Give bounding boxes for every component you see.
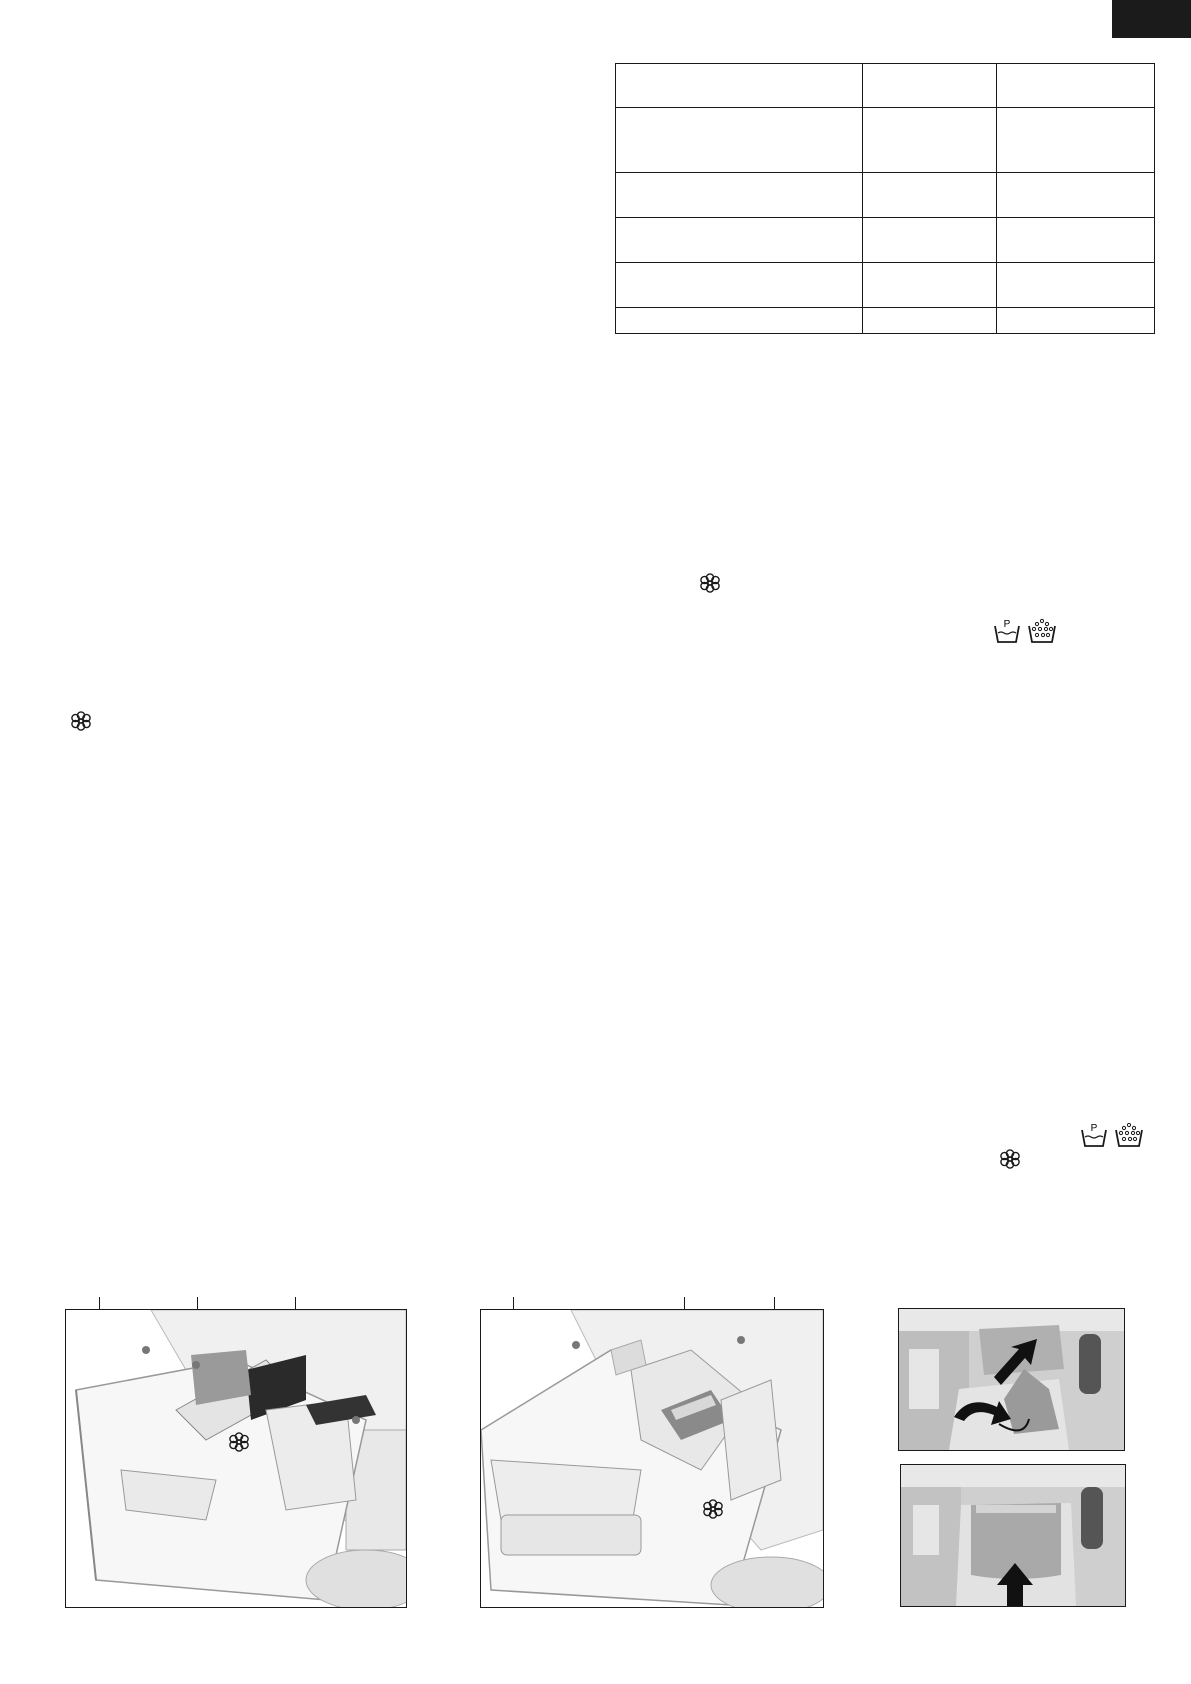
table-cell	[616, 108, 863, 173]
softener-flower-icon	[999, 1148, 1021, 1170]
table-cell	[863, 64, 997, 108]
drawer-illustration	[481, 1310, 823, 1607]
flap-photo-illustration	[899, 1309, 1124, 1450]
table-cell	[863, 263, 997, 308]
dosage-table	[615, 63, 1155, 334]
table-cell	[616, 173, 863, 218]
table-cell	[863, 108, 997, 173]
softener-flower-icon	[228, 1431, 250, 1453]
prewash-letter: P	[1003, 619, 1011, 630]
table-cell	[997, 64, 1155, 108]
table-cell	[997, 108, 1155, 173]
liquid-detergent-drawer-figure	[480, 1309, 824, 1608]
prewash-basin-icon	[993, 618, 1021, 644]
table-cell	[616, 218, 863, 263]
table-row	[616, 308, 1155, 334]
prewash-letter: P	[1090, 1123, 1098, 1134]
table-cell	[616, 64, 863, 108]
table-cell	[997, 173, 1155, 218]
table-row	[616, 108, 1155, 173]
detergent-drawer-figure	[65, 1309, 407, 1608]
powder-basin-icon	[1027, 618, 1057, 644]
powder-basin-icon	[1114, 1122, 1144, 1148]
flap-photo-illustration	[901, 1465, 1125, 1606]
table-row	[616, 218, 1155, 263]
table-row	[616, 173, 1155, 218]
flap-down-photo	[900, 1464, 1126, 1607]
softener-flower-icon	[70, 710, 92, 732]
table-cell	[997, 263, 1155, 308]
table-cell	[616, 263, 863, 308]
table-cell	[997, 218, 1155, 263]
flap-up-photo	[898, 1308, 1125, 1451]
softener-flower-icon	[702, 1498, 724, 1520]
table-cell	[863, 308, 997, 334]
drawer-illustration	[66, 1310, 406, 1607]
table-row	[616, 64, 1155, 108]
softener-flower-icon	[699, 572, 721, 594]
table-cell	[863, 218, 997, 263]
table-cell	[997, 308, 1155, 334]
language-tab	[1112, 0, 1191, 38]
table-cell	[616, 308, 863, 334]
table-cell	[863, 173, 997, 218]
prewash-basin-icon	[1080, 1122, 1108, 1148]
table-row	[616, 263, 1155, 308]
